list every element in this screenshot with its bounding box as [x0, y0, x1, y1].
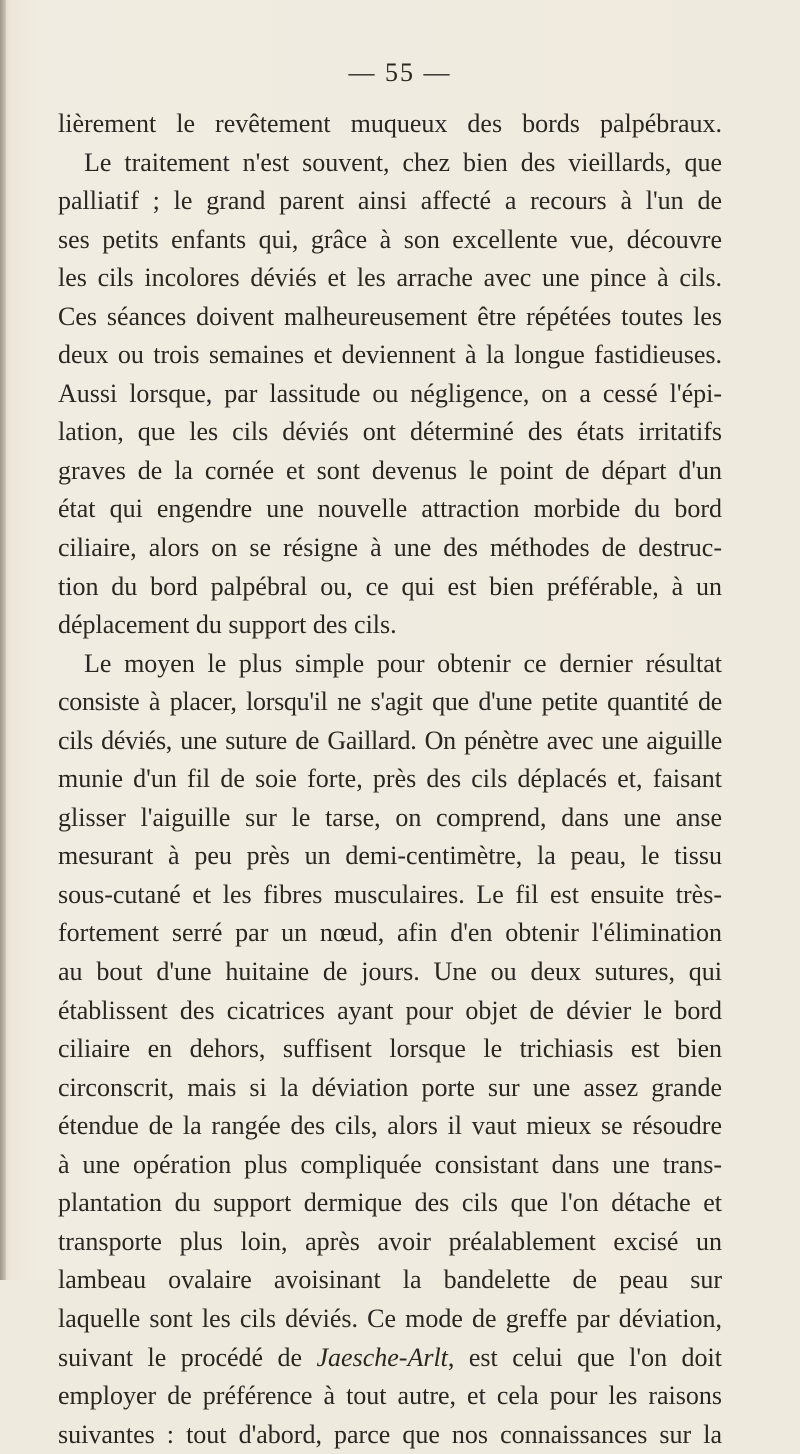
text-line: Aussi lorsque, par lassitude ou négligence, on a cessé l'épi- [58, 378, 722, 408]
text-line: à une opération plus compliquée consistant dans une trans- [58, 1149, 722, 1179]
page-binding-edge [0, 0, 6, 1280]
text-line: lambeau ovalaire avoisinant la bandelette de peau sur [58, 1265, 722, 1295]
text-line: Ces séances doivent malheureusement être répétées toutes les [58, 301, 722, 331]
text-line: circonscrit, mais si la déviation porte sur une assez grande [58, 1072, 722, 1102]
text-line: tion du bord palpébral ou, ce qui est bien préférable, à un [58, 571, 722, 601]
text-line: palliatif ; le grand parent ainsi affecté a recours à l'un de [58, 186, 722, 216]
text-line: fortement serré par un nœud, afin d'en obtenir l'élimination [58, 918, 722, 948]
text-line: plantation du support dermique des cils que l'on détache et [58, 1188, 722, 1218]
text-line: graves de la cornée et sont devenus le point de départ d'un [58, 455, 722, 485]
text-line: ciliaire, alors on se résigne à une des méthodes de destruc- [58, 533, 722, 563]
text-line: deux ou trois semaines et deviennent à la longue fastidieuses. [58, 340, 722, 370]
text-line: employer de préférence à tout autre, et cela pour les raisons [58, 1381, 722, 1411]
text-line: lation, que les cils déviés ont déterminé des états irritatifs [58, 417, 722, 447]
text-line: les cils incolores déviés et les arrache avec une pince à cils. [58, 263, 722, 293]
text-line: consiste à placer, lorsqu'il ne s'agit que d'une petite quantité de [58, 687, 722, 717]
body-text [58, 105, 722, 1454]
text-line: laquelle sont les cils déviés. Ce mode de greffe par déviation, [58, 1303, 722, 1333]
author-name-italic: Jaesche-Arlt [316, 1342, 448, 1372]
text-line: étendue de la rangée des cils, alors il vaut mieux se résoudre [58, 1111, 722, 1141]
text-line: mesurant à peu près un demi-centimètre, la peau, le tissu [58, 841, 722, 871]
page-number: — 55 — [348, 58, 452, 87]
text-line: établissent des cicatrices ayant pour objet de dévier le bord [58, 995, 722, 1025]
text-line: au bout d'une huitaine de jours. Une ou deux sutures, qui [58, 957, 722, 987]
text-line: sous-cutané et les fibres musculaires. Le fil est ensuite très- [58, 879, 722, 909]
text-line: ciliaire en dehors, suffisent lorsque le trichiasis est bien [58, 1034, 722, 1064]
text-line: suivant le procédé de Jaesche-Arlt, est celui que l'on doit [58, 1342, 722, 1372]
text-line: cils déviés, une suture de Gaillard. On pénètre avec une aiguille [58, 725, 722, 755]
text-line: état qui engendre une nouvelle attraction morbide du bord [58, 494, 722, 524]
text-line: munie d'un fil de soie forte, près des cils déplacés et, faisant [58, 764, 722, 794]
text-line: glisser l'aiguille sur le tarse, on comprend, dans une anse [58, 802, 722, 832]
text-line: ses petits enfants qui, grâce à son excellente vue, découvre [58, 224, 722, 254]
text-line: lièrement le revêtement muqueux des bords palpébraux. [58, 109, 722, 138]
text-line: Le traitement n'est souvent, chez bien des vieillards, que [84, 147, 722, 177]
text-line: déplacement du support des cils. [58, 610, 397, 640]
text-line: transporte plus loin, après avoir préalablement excisé un [58, 1226, 722, 1256]
text-line: Le moyen le plus simple pour obtenir ce dernier résultat [84, 648, 722, 678]
text-line: suivantes : tout d'abord, parce que nos connaissances sur la [58, 1419, 722, 1449]
